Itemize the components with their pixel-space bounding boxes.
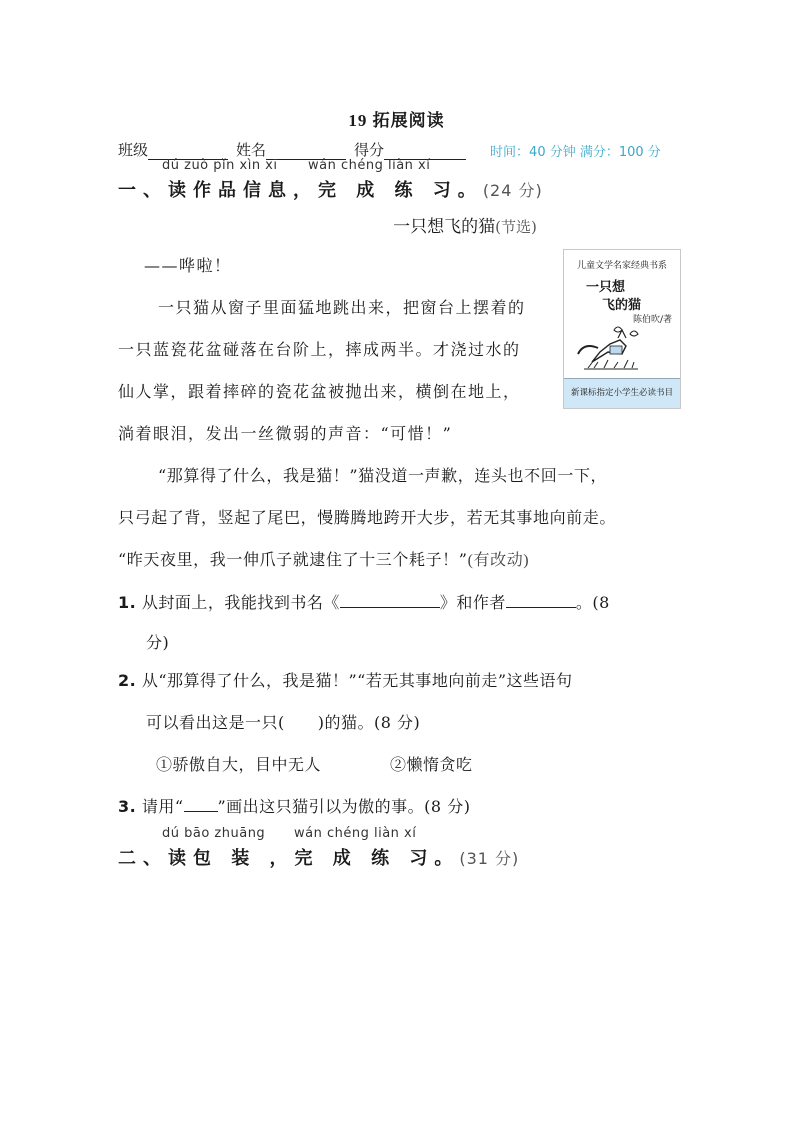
time-score-info: 时间：40 分钟 满分：100 分 (490, 145, 661, 160)
passage-line: 一只猫从窗子里面猛地跳出来，把窗台上摆着的 (158, 298, 526, 317)
section-2-pinyin-b: wán chéng liàn xí (294, 826, 417, 841)
book-author: 陈伯吹/著 (632, 315, 672, 325)
question-1: 1. 从封面上，我能找到书名《 》和作者 。(8 (118, 593, 610, 612)
section-2-title: 二、读包 装 ，完 成 练 习。 (118, 848, 460, 869)
cat-illustration-icon (574, 324, 644, 372)
author-answer-blank[interactable] (506, 593, 576, 608)
page-title: 19 拓展阅读 (348, 111, 445, 130)
book-title-line-1: 一只想 (586, 280, 626, 295)
question-1-score: 分) (146, 633, 170, 652)
question-2-option-1[interactable]: ①骄傲自大，目中无人 (156, 755, 322, 774)
passage-line: “那算得了什么，我是猫！”猫没道一声歉，连头也不回一下， (158, 466, 608, 485)
student-info-row (118, 139, 661, 160)
name-label: 姓名 (236, 141, 267, 159)
section-2-pinyin-a: dú bāo zhuāng (162, 826, 266, 841)
section-1-title: 一、读作品信息，完 成 练 习。 (118, 180, 483, 201)
class-label: 班级 (118, 141, 149, 159)
section-1-heading (118, 158, 678, 202)
question-1-number: 1. (118, 593, 137, 612)
question-3: 3. 请用“ ”画出这只猫引以为傲的事。(8 分) (118, 797, 471, 816)
question-2: 2. 从“那算得了什么，我是猫！”“若无其事地向前走”这些语句 (118, 671, 573, 690)
passage-title: 一只想飞的猫(节选) (393, 217, 537, 237)
section-2-score: (31 分) (459, 849, 520, 868)
adaptation-note: (有改动) (467, 552, 530, 569)
book-title-answer-blank[interactable] (340, 593, 440, 608)
section-1-pinyin-b: wán chéng liàn xí (308, 158, 431, 173)
section-1-score: (24 分) (482, 181, 543, 200)
passage-title-note: (节选) (495, 218, 537, 236)
question-2-number: 2. (118, 671, 137, 690)
question-2-option-2[interactable]: ②懒惰贪吃 (390, 755, 473, 774)
passage-line: ——哗啦！ (144, 256, 232, 275)
passage-line: “昨天夜里，我一伸爪子就逮住了十三个耗子！”(有改动) (118, 550, 530, 569)
book-cover-image (563, 249, 681, 409)
score-label: 得分 (354, 141, 385, 159)
passage-line: 仙人掌，跟着摔碎的瓷花盆被抛出来，横倒在地上， (118, 382, 521, 401)
underline-sample (184, 797, 218, 812)
passage-line: 只弓起了背，竖起了尾巴，慢腾腾地跨开大步，若无其事地向前走。 (118, 508, 617, 527)
passage-line: 一只蓝瓷花盆碰落在台阶上，摔成两半。才浇过水的 (118, 340, 521, 359)
book-title-line-2: 飞的猫 (602, 298, 642, 313)
question-2-line-2: 可以看出这是一只( )的猫。(8 分) (146, 713, 421, 732)
question-3-number: 3. (118, 797, 137, 816)
book-cover-band: 新课标指定小学生必读书目 (564, 378, 680, 408)
passage-line: 淌着眼泪，发出一丝微弱的声音：“可惜！” (118, 424, 453, 443)
book-series: 儿童文学名家经典书系 (576, 261, 667, 271)
section-1-pinyin-a: dú zuò pǐn xìn xī (162, 158, 278, 173)
section-2-heading (118, 826, 678, 870)
